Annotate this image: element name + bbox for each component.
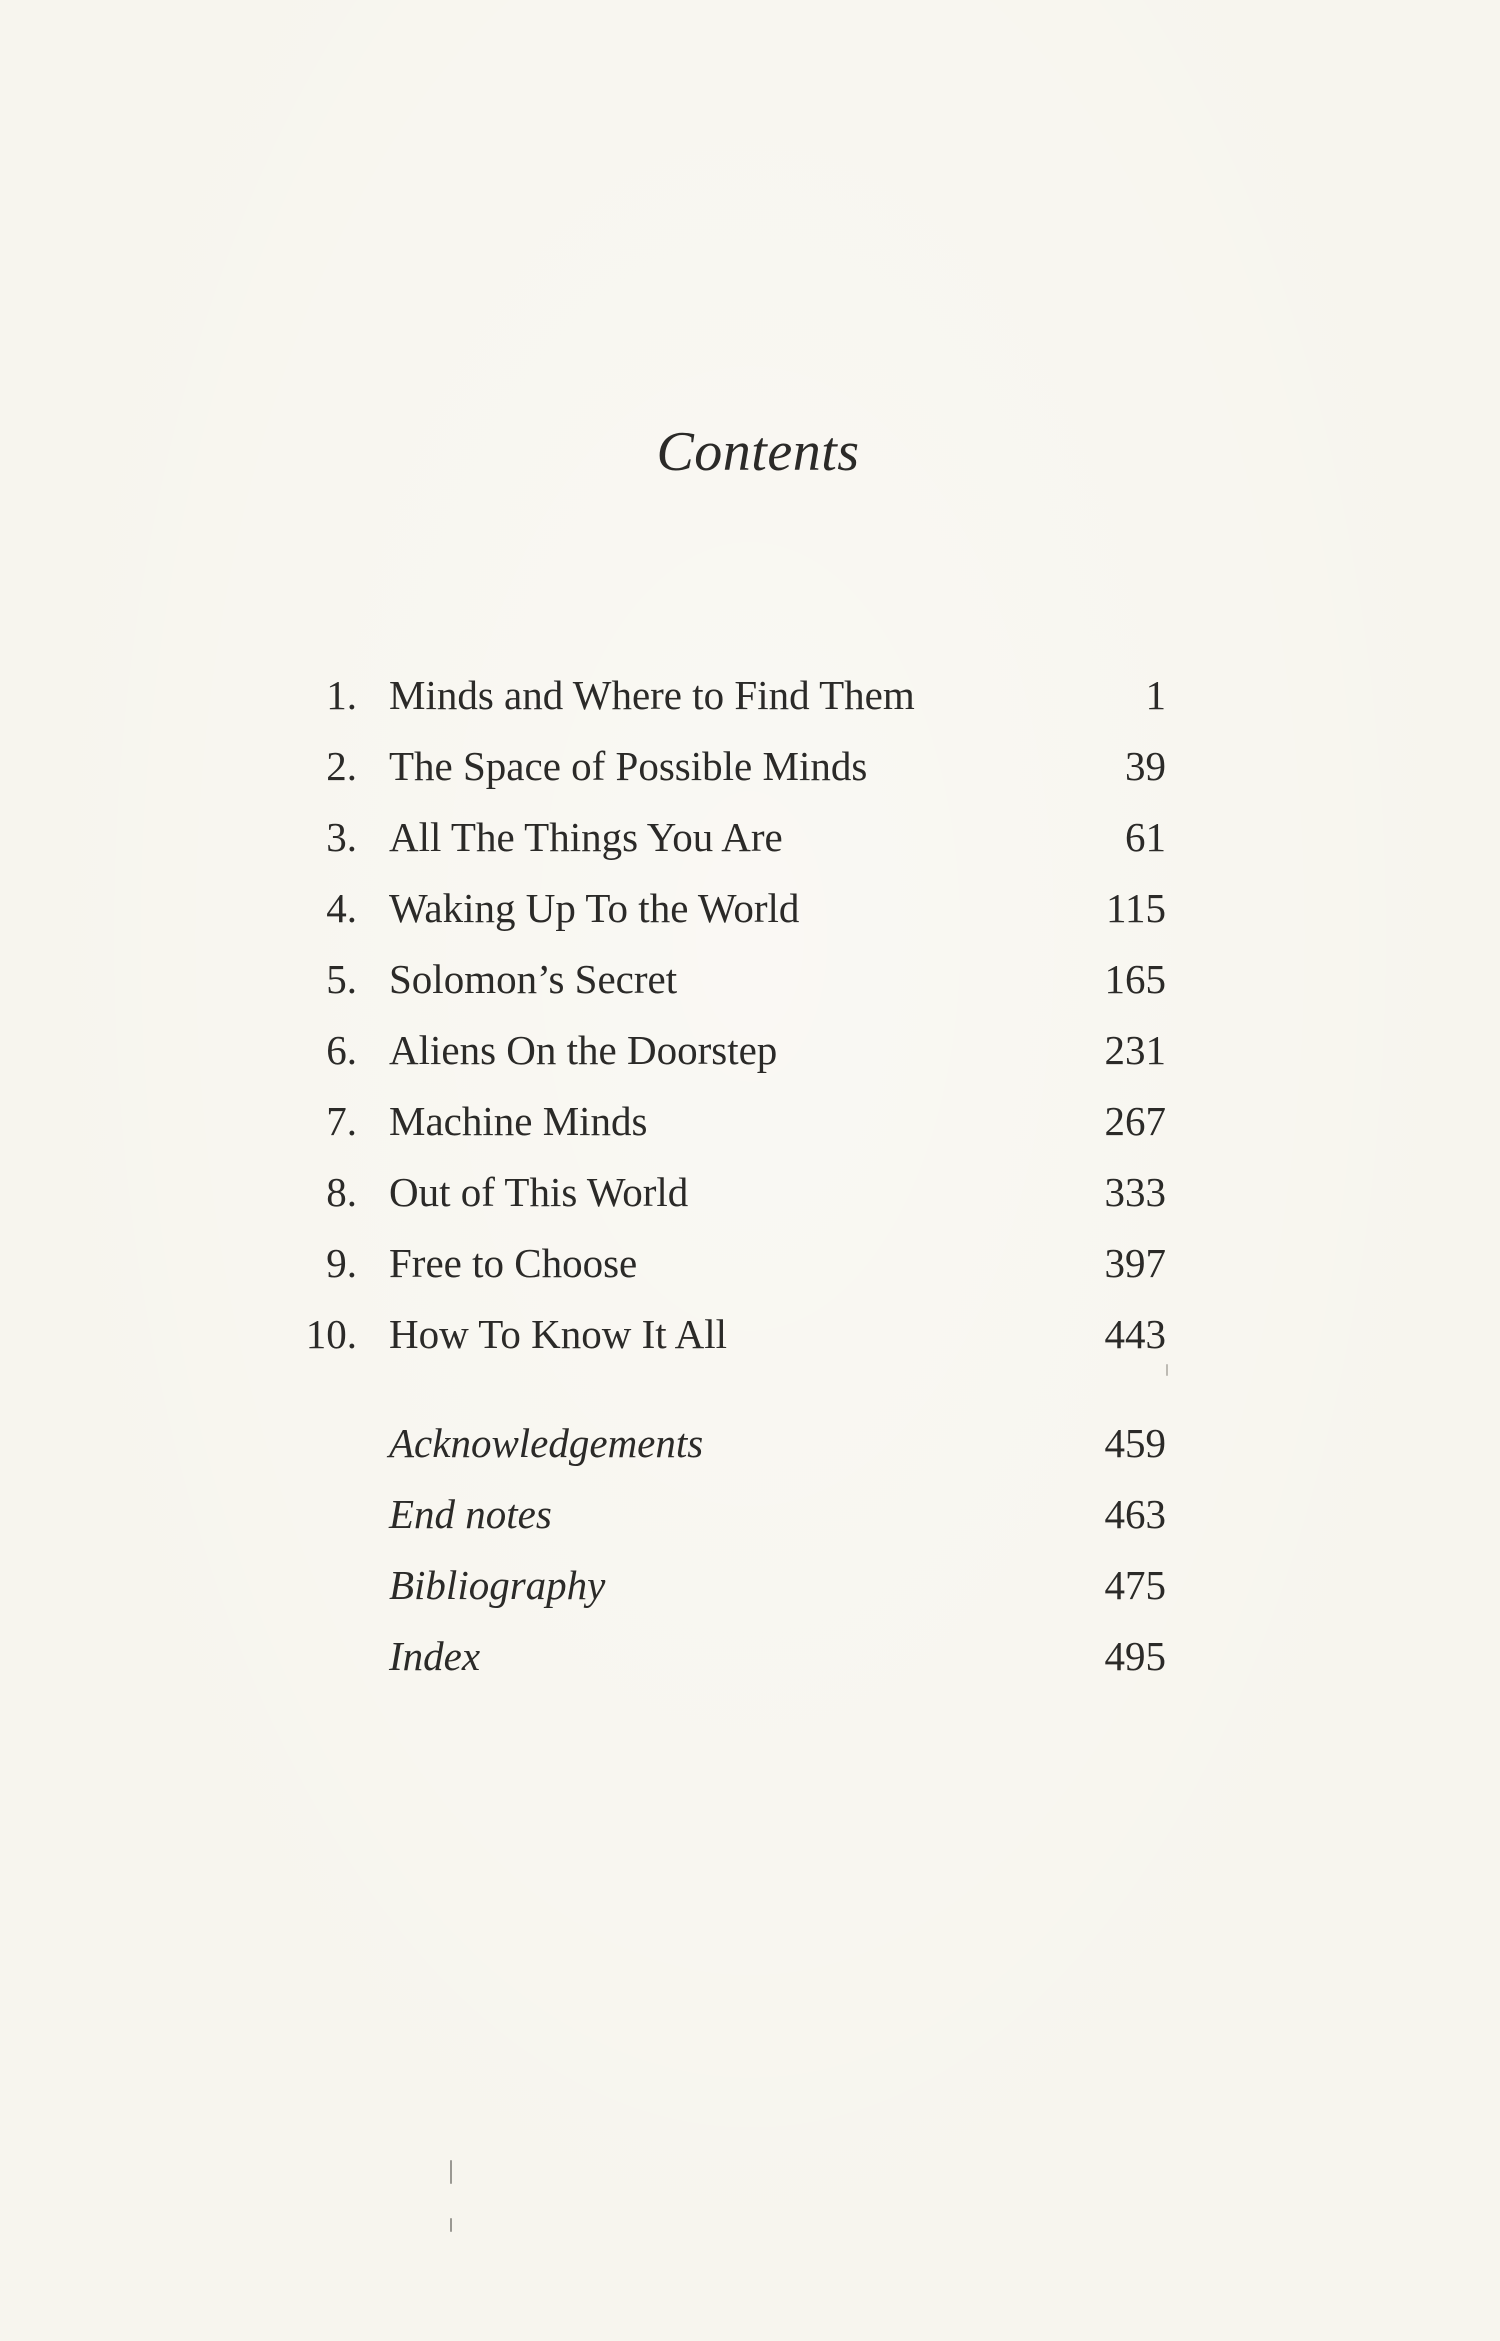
page-number: 165 bbox=[1104, 956, 1166, 1002]
toc-entry bbox=[0, 949, 1500, 1009]
page-number: 61 bbox=[1125, 814, 1166, 860]
back-matter-entry bbox=[0, 1484, 1500, 1544]
scan-speck bbox=[450, 2218, 452, 2232]
toc-entry bbox=[0, 665, 1500, 725]
toc-entry bbox=[0, 1020, 1500, 1080]
page-number: 495 bbox=[1104, 1633, 1166, 1679]
chapter-title: Machine Minds bbox=[389, 1098, 648, 1144]
back-matter-entry bbox=[0, 1555, 1500, 1615]
chapter-title: Minds and Where to Find Them bbox=[389, 672, 915, 718]
chapter-title: Out of This World bbox=[389, 1169, 689, 1215]
chapter-number: 10. bbox=[305, 1311, 357, 1357]
chapter-number: 6. bbox=[326, 1027, 357, 1073]
page-number: 459 bbox=[1104, 1420, 1166, 1466]
chapter-number: 2. bbox=[326, 743, 357, 789]
toc-entry bbox=[0, 878, 1500, 938]
page-number: 443 bbox=[1104, 1311, 1166, 1357]
toc-entry bbox=[0, 1091, 1500, 1151]
chapter-title: Solomon’s Secret bbox=[389, 956, 678, 1002]
page-number: 475 bbox=[1104, 1562, 1166, 1608]
toc-entry bbox=[0, 1162, 1500, 1222]
toc-entry bbox=[0, 1304, 1500, 1364]
page-number: 267 bbox=[1104, 1098, 1166, 1144]
toc-entry bbox=[0, 736, 1500, 796]
chapter-number: 8. bbox=[326, 1169, 357, 1215]
chapter-number: 3. bbox=[326, 814, 357, 860]
page-number: 231 bbox=[1104, 1027, 1166, 1073]
chapter-number: 1. bbox=[326, 672, 357, 718]
chapter-title: Waking Up To the World bbox=[389, 885, 800, 931]
scan-speck bbox=[450, 2160, 452, 2184]
chapter-number: 4. bbox=[326, 885, 357, 931]
page-number: 39 bbox=[1125, 743, 1166, 789]
page-number: 115 bbox=[1106, 885, 1166, 931]
chapter-number: 7. bbox=[326, 1098, 357, 1144]
chapter-title: How To Know It All bbox=[389, 1311, 728, 1357]
page-title: Contents bbox=[656, 421, 860, 483]
back-matter-title: End notes bbox=[389, 1491, 552, 1537]
page-number: 1 bbox=[1145, 672, 1166, 718]
scan-speck bbox=[1166, 1364, 1168, 1376]
back-matter-entry bbox=[0, 1413, 1500, 1473]
chapter-title: The Space of Possible Minds bbox=[389, 743, 868, 789]
toc-entry bbox=[0, 1233, 1500, 1293]
chapter-title: Free to Choose bbox=[389, 1240, 638, 1286]
toc-entry bbox=[0, 807, 1500, 867]
page-number: 333 bbox=[1104, 1169, 1166, 1215]
chapter-number: 5. bbox=[326, 956, 357, 1002]
back-matter-entry bbox=[0, 1626, 1500, 1686]
page-number: 463 bbox=[1104, 1491, 1166, 1537]
back-matter-title: Acknowledgements bbox=[389, 1420, 704, 1466]
page-number: 397 bbox=[1104, 1240, 1166, 1286]
chapter-title: All The Things You Are bbox=[389, 814, 783, 860]
back-matter-title: Index bbox=[389, 1633, 481, 1679]
chapter-title: Aliens On the Doorstep bbox=[389, 1027, 778, 1073]
back-matter-title: Bibliography bbox=[389, 1562, 606, 1608]
chapter-number: 9. bbox=[326, 1240, 357, 1286]
